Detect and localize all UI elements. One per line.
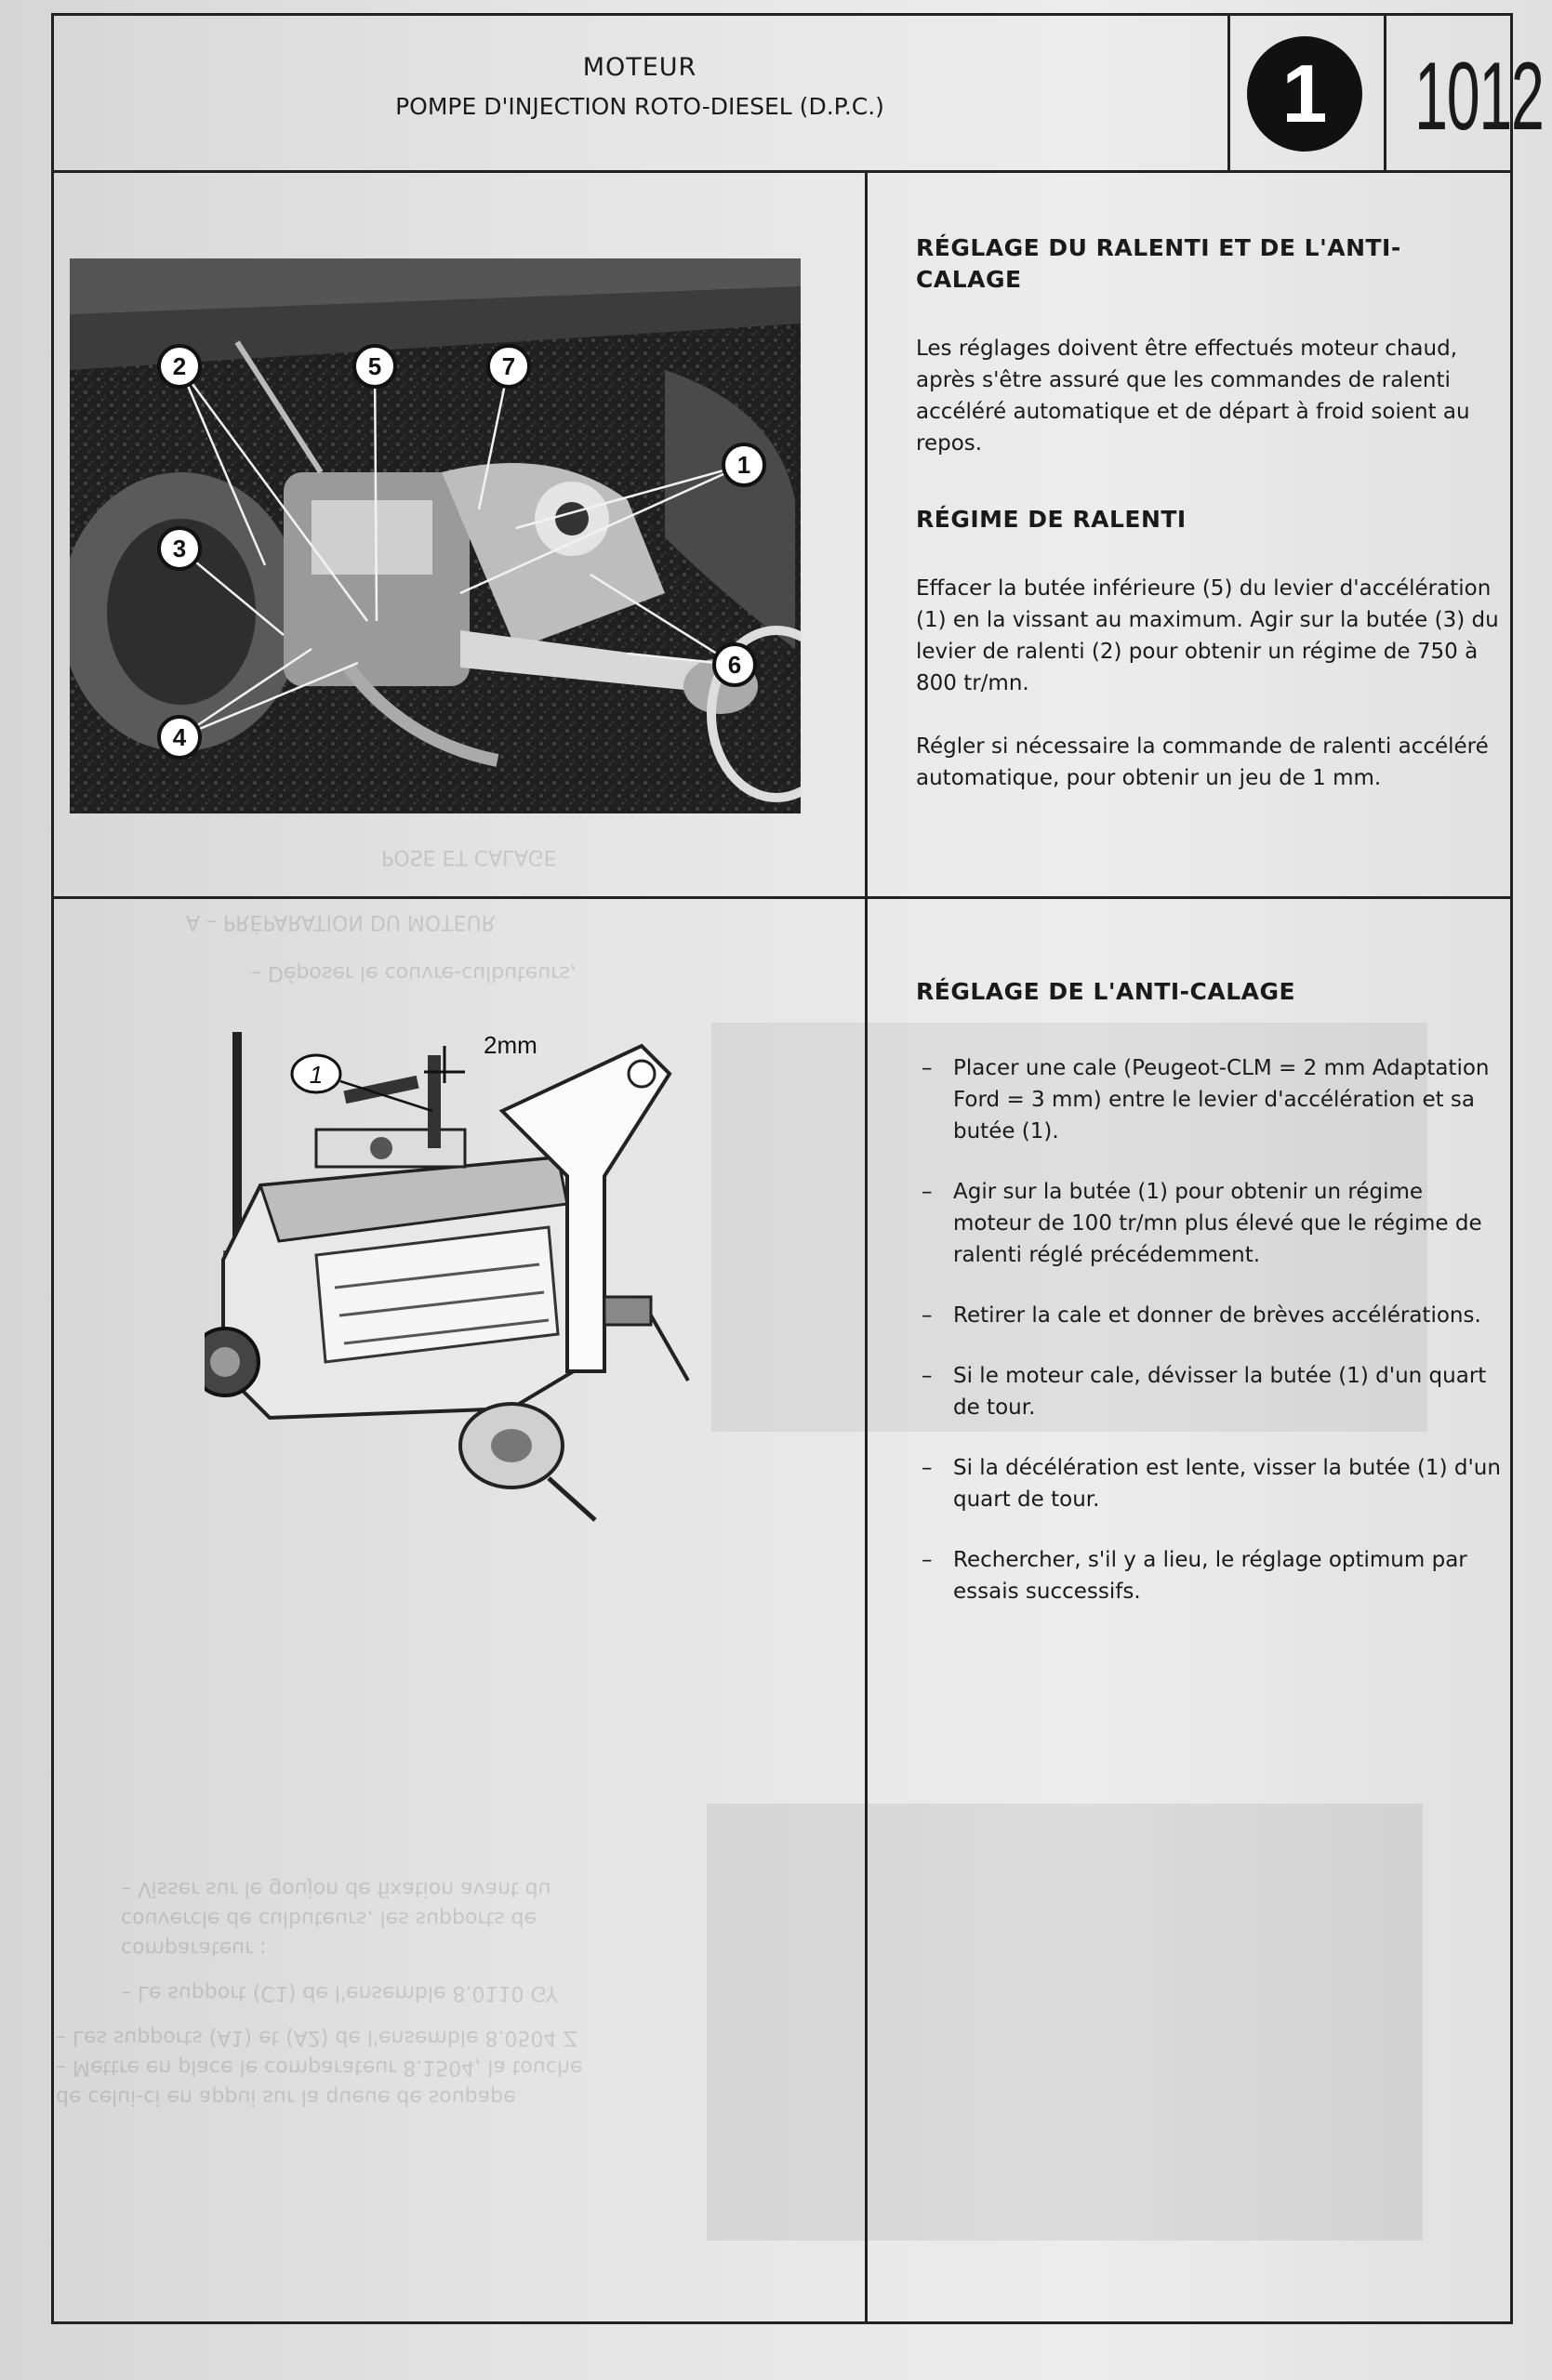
callout-3: 3 xyxy=(172,535,187,562)
engine-photo xyxy=(70,258,801,813)
dimension-label: 2mm xyxy=(484,1031,537,1059)
steps-list xyxy=(916,1052,1502,1607)
bleed-through-text: A – PRÉPARATION DU MOTEUR xyxy=(186,910,496,933)
bleed-through-text: de celui-ci en appui sur la queue de soupape xyxy=(56,2085,516,2109)
list-item: – Retirer la cale et donner de brèves accélérations. xyxy=(916,1300,1502,1331)
list-item: – Si le moteur cale, dévisser la butée (1) d'un quart de tour. xyxy=(916,1360,1502,1423)
section-anticalage xyxy=(916,976,1511,1636)
page-subtitle: POMPE D'INJECTION ROTO-DIESEL (D.P.C.) xyxy=(395,93,884,120)
bleed-through-text: – Le support (C1) de l'ensemble 8.0110 GY xyxy=(121,1981,558,2004)
bleed-through-text: – Les supports (A1) et (A2) de l'ensemble 8.0504 Z xyxy=(56,2026,577,2049)
callout-1: 1 xyxy=(736,451,751,479)
bleed-through-text: comparateur : xyxy=(121,1937,267,1960)
callout-4: 4 xyxy=(172,723,187,751)
bleed-through-text: couvercle de culbuteurs, les supports de xyxy=(121,1907,537,1930)
chapter-badge: 1 xyxy=(1247,36,1362,152)
list-item: – Si la décélération est lente, visser la butée (1) d'un quart de tour. xyxy=(916,1452,1502,1515)
section-title: RÉGLAGE DE L'ANTI-CALAGE xyxy=(916,978,1296,1005)
row-divider xyxy=(51,896,1513,899)
callout-2: 2 xyxy=(172,352,187,380)
callout-7: 7 xyxy=(501,352,516,380)
section-ralenti xyxy=(916,232,1511,794)
callout-1: 1 xyxy=(309,1061,324,1089)
list-item: – Rechercher, s'il y a lieu, le réglage optimum par essais successifs. xyxy=(916,1544,1502,1607)
list-item: – Placer une cale (Peugeot-CLM = 2 mm Adaptation Ford = 3 mm) entre le levier d'accélération et sa butée (1). xyxy=(916,1052,1502,1147)
bleed-through-text: – Mettre en place le comparateur 8.1504, la touche xyxy=(56,2056,583,2079)
callout-6: 6 xyxy=(727,651,742,679)
subsection-title: RÉGIME DE RALENTI xyxy=(916,506,1187,533)
list-item: – Agir sur la butée (1) pour obtenir un régime moteur de 100 tr/mn plus élevé que le régime de ralenti réglé précédemment. xyxy=(916,1176,1502,1271)
paragraph: Régler si nécessaire la commande de ralenti accéléré automatique, pour obtenir un jeu de 1 mm. xyxy=(916,734,1489,790)
intro-paragraph: Les réglages doivent être effectués moteur chaud, après s'être assuré que les commandes de ralenti accéléré automatique et de départ à froid soient au repos. xyxy=(916,337,1470,456)
page-number: 1012 xyxy=(1414,43,1544,151)
bleed-through-text: – Déposer le couvre-culbuteurs, xyxy=(251,961,577,985)
bleed-through-text: – Visser sur le goujon de fixation avant du xyxy=(121,1877,551,1900)
pump-drawing xyxy=(205,1018,772,1539)
column-divider xyxy=(865,173,868,2324)
paragraph: Effacer la butée inférieure (5) du levier d'accélération (1) en la vissant au maximum. Agir sur la butée (3) du levier de ralenti (2) pour obtenir un régime de 750 à 800 tr/mn. xyxy=(916,576,1499,695)
bleed-through-text: POSE ET CALAGE xyxy=(381,845,557,868)
callout-5: 5 xyxy=(367,352,382,380)
section-title: RÉGLAGE DU RALENTI ET DE L'ANTI-CALAGE xyxy=(916,234,1401,293)
page-title: MOTEUR xyxy=(582,53,697,82)
